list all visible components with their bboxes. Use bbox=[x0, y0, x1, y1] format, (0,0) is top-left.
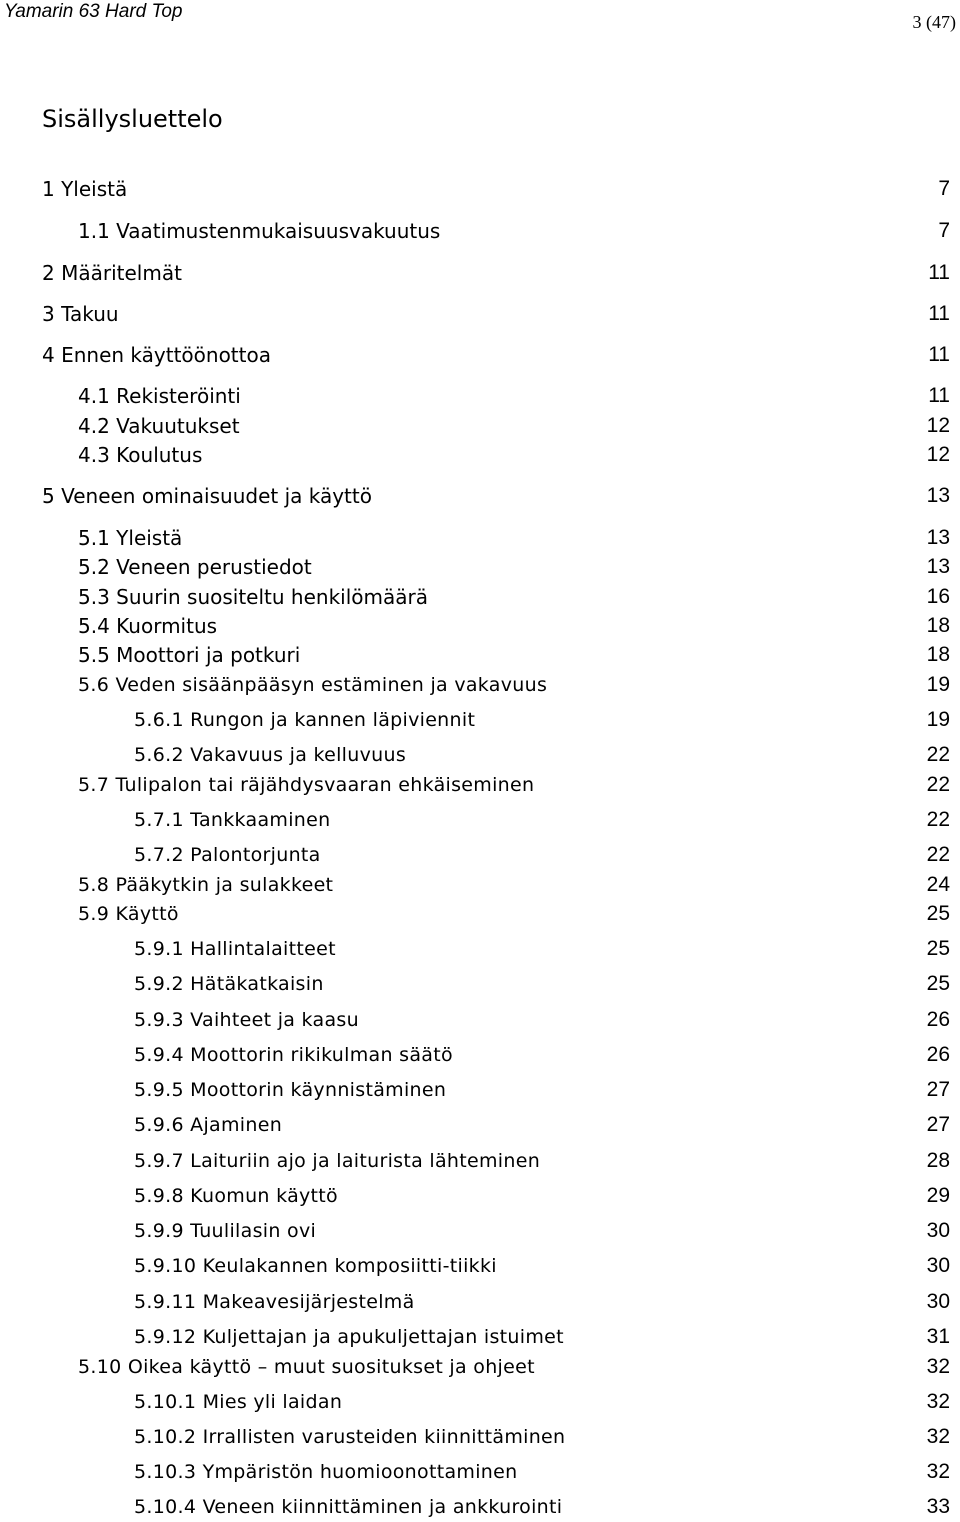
toc-entry-page-number: 29 bbox=[926, 1184, 950, 1207]
toc-entry-page-number: 25 bbox=[926, 937, 950, 960]
toc-entry[interactable] bbox=[0, 899, 960, 929]
toc-entry[interactable] bbox=[0, 1387, 960, 1417]
toc-entry[interactable] bbox=[0, 1146, 960, 1176]
toc-entry[interactable] bbox=[0, 1181, 960, 1211]
toc-entry-label: 4.1 Rekisteröinti bbox=[78, 384, 241, 408]
toc-entry[interactable] bbox=[0, 969, 960, 999]
toc-entry-label: 5.9.6 Ajaminen bbox=[134, 1114, 283, 1136]
toc-entry-page-number: 19 bbox=[926, 708, 950, 731]
toc-entry[interactable] bbox=[0, 1492, 960, 1522]
toc-entry-label: 5.10.2 Irrallisten varusteiden kiinnittäminen bbox=[134, 1426, 566, 1448]
toc-entry[interactable] bbox=[0, 1075, 960, 1105]
toc-entry-label: 3 Takuu bbox=[42, 302, 119, 326]
toc-entry-label: 5.9.4 Moottorin rikikulman säätö bbox=[134, 1044, 453, 1066]
toc-entry-label: 5.9.5 Moottorin käynnistäminen bbox=[134, 1079, 447, 1101]
toc-entry-page-number: 19 bbox=[926, 673, 950, 696]
toc-entry-label: 5.9.7 Laituriin ajo ja laiturista lähteminen bbox=[134, 1150, 541, 1172]
toc-entry[interactable] bbox=[0, 870, 960, 900]
toc-entry[interactable] bbox=[0, 740, 960, 770]
toc-entry-page-number: 30 bbox=[926, 1254, 950, 1277]
toc-entry-page-number: 32 bbox=[926, 1425, 950, 1448]
toc-entry[interactable] bbox=[0, 582, 960, 612]
toc-entry[interactable] bbox=[0, 805, 960, 835]
toc-entry-page-number: 13 bbox=[926, 555, 950, 578]
document-header-title: Yamarin 63 Hard Top bbox=[4, 1, 183, 22]
toc-entry-page-number: 26 bbox=[926, 1043, 950, 1066]
toc-entry-page-number: 30 bbox=[926, 1219, 950, 1242]
toc-entry-label: 4.3 Koulutus bbox=[78, 443, 203, 467]
toc-entry-page-number: 22 bbox=[926, 808, 950, 831]
toc-entry-label: 5.10 Oikea käyttö – muut suositukset ja ohjeet bbox=[78, 1356, 535, 1378]
toc-entry-page-number: 32 bbox=[926, 1355, 950, 1378]
toc-entry[interactable] bbox=[0, 1352, 960, 1382]
toc-entry-page-number: 16 bbox=[926, 585, 950, 608]
toc-entry[interactable] bbox=[0, 381, 960, 411]
toc-entry-label: 5.9.10 Keulakannen komposiitti-tiikki bbox=[134, 1255, 497, 1277]
toc-entry[interactable] bbox=[0, 174, 960, 204]
toc-entry[interactable] bbox=[0, 934, 960, 964]
toc-entry-label: 5.9.12 Kuljettajan ja apukuljettajan istuimet bbox=[134, 1326, 564, 1348]
toc-entry-label: 5.4 Kuormitus bbox=[78, 614, 218, 638]
toc-entry[interactable] bbox=[0, 705, 960, 735]
toc-entry[interactable] bbox=[0, 216, 960, 246]
toc-entry-page-number: 13 bbox=[926, 526, 950, 549]
toc-entry-page-number: 22 bbox=[926, 773, 950, 796]
toc-entry[interactable] bbox=[0, 299, 960, 329]
toc-entry-page-number: 30 bbox=[926, 1290, 950, 1313]
toc-entry-label: 5.10.3 Ympäristön huomioonottaminen bbox=[134, 1461, 518, 1483]
toc-entry[interactable] bbox=[0, 481, 960, 511]
toc-entry[interactable] bbox=[0, 552, 960, 582]
toc-entry-label: 5.7 Tulipalon tai räjähdysvaaran ehkäiseminen bbox=[78, 774, 535, 796]
toc-entry-label: 2 Määritelmät bbox=[42, 261, 182, 285]
toc-entry[interactable] bbox=[0, 1322, 960, 1352]
toc-entry-label: 5.9 Käyttö bbox=[78, 903, 179, 925]
toc-entry-page-number: 18 bbox=[926, 614, 950, 637]
toc-entry-label: 5.6 Veden sisäänpääsyn estäminen ja vakavuus bbox=[78, 674, 548, 696]
toc-entry[interactable] bbox=[0, 1005, 960, 1035]
toc-entry-page-number: 28 bbox=[926, 1149, 950, 1172]
toc-entry-page-number: 32 bbox=[926, 1390, 950, 1413]
toc-entry-page-number: 7 bbox=[938, 177, 950, 200]
toc-entry-page-number: 27 bbox=[926, 1078, 950, 1101]
toc-entry[interactable] bbox=[0, 840, 960, 870]
toc-entry-label: 5.6.2 Vakavuus ja kelluvuus bbox=[134, 744, 407, 766]
toc-entry[interactable] bbox=[0, 611, 960, 641]
toc-entry-page-number: 24 bbox=[926, 873, 950, 896]
toc-entry-label: 5.3 Suurin suositeltu henkilömäärä bbox=[78, 585, 428, 609]
toc-entry-page-number: 32 bbox=[926, 1460, 950, 1483]
toc-entry-label: 5.2 Veneen perustiedot bbox=[78, 555, 312, 579]
toc-title: Sisällysluettelo bbox=[42, 105, 223, 133]
toc-entry[interactable] bbox=[0, 1457, 960, 1487]
toc-entry-page-number: 22 bbox=[926, 743, 950, 766]
toc-entry-label: 5.9.2 Hätäkatkaisin bbox=[134, 973, 324, 995]
toc-entry-label: 5.9.1 Hallintalaitteet bbox=[134, 938, 336, 960]
toc-entry-page-number: 12 bbox=[926, 443, 950, 466]
toc-entry-page-number: 25 bbox=[926, 972, 950, 995]
toc-entry-label: 5.9.3 Vaihteet ja kaasu bbox=[134, 1009, 359, 1031]
toc-entry-page-number: 33 bbox=[926, 1495, 950, 1518]
toc-entry-label: 5 Veneen ominaisuudet ja käyttö bbox=[42, 484, 372, 508]
toc-entry-label: 5.8 Pääkytkin ja sulakkeet bbox=[78, 874, 334, 896]
toc-entry-page-number: 13 bbox=[926, 484, 950, 507]
toc-entry[interactable] bbox=[0, 440, 960, 470]
page-number: 3 (47) bbox=[912, 12, 956, 32]
toc-entry-page-number: 22 bbox=[926, 843, 950, 866]
toc-entry[interactable] bbox=[0, 523, 960, 553]
toc-entry[interactable] bbox=[0, 411, 960, 441]
toc-entry-label: 5.10.1 Mies yli laidan bbox=[134, 1391, 343, 1413]
toc-entry-label: 5.10.4 Veneen kiinnittäminen ja ankkurointi bbox=[134, 1496, 563, 1518]
toc-entry-label: 5.6.1 Rungon ja kannen läpiviennit bbox=[134, 709, 476, 731]
toc-entry[interactable] bbox=[0, 1216, 960, 1246]
toc-entry-label: 1.1 Vaatimustenmukaisuusvakuutus bbox=[78, 219, 441, 243]
toc-entry-label: 5.1 Yleistä bbox=[78, 526, 183, 550]
toc-entry-label: 5.9.8 Kuomun käyttö bbox=[134, 1185, 338, 1207]
toc-entry[interactable] bbox=[0, 340, 960, 370]
toc-entry-page-number: 11 bbox=[928, 384, 950, 407]
toc-entry-page-number: 7 bbox=[938, 219, 950, 242]
toc-entry-label: 4 Ennen käyttöönottoa bbox=[42, 343, 271, 367]
toc-entry-label: 4.2 Vakuutukset bbox=[78, 414, 240, 438]
toc-entry-page-number: 31 bbox=[926, 1325, 950, 1348]
toc-entry-label: 5.9.9 Tuulilasin ovi bbox=[134, 1220, 317, 1242]
toc-entry-page-number: 25 bbox=[926, 902, 950, 925]
toc-entry[interactable] bbox=[0, 640, 960, 670]
toc-entry-label: 5.7.2 Palontorjunta bbox=[134, 844, 321, 866]
toc-entry-label: 5.9.11 Makeavesijärjestelmä bbox=[134, 1291, 415, 1313]
toc-entry[interactable] bbox=[0, 1251, 960, 1281]
toc-entry[interactable] bbox=[0, 1040, 960, 1070]
toc-entry-label: 1 Yleistä bbox=[42, 177, 128, 201]
toc-entry-page-number: 27 bbox=[926, 1113, 950, 1136]
toc-entry-page-number: 26 bbox=[926, 1008, 950, 1031]
toc-entry-label: 5.7.1 Tankkaaminen bbox=[134, 809, 331, 831]
toc-entry[interactable] bbox=[0, 670, 960, 700]
toc-entry[interactable] bbox=[0, 1110, 960, 1140]
toc-entry-page-number: 18 bbox=[926, 643, 950, 666]
toc-entry-page-number: 12 bbox=[926, 414, 950, 437]
toc-entry-label: 5.5 Moottori ja potkuri bbox=[78, 643, 301, 667]
toc-entry[interactable] bbox=[0, 1287, 960, 1317]
toc-entry[interactable] bbox=[0, 258, 960, 288]
toc-entry[interactable] bbox=[0, 1422, 960, 1452]
toc-entry-page-number: 11 bbox=[928, 261, 950, 284]
toc-entry-page-number: 11 bbox=[928, 302, 950, 325]
toc-entry-page-number: 11 bbox=[928, 343, 950, 366]
toc-entry[interactable] bbox=[0, 770, 960, 800]
